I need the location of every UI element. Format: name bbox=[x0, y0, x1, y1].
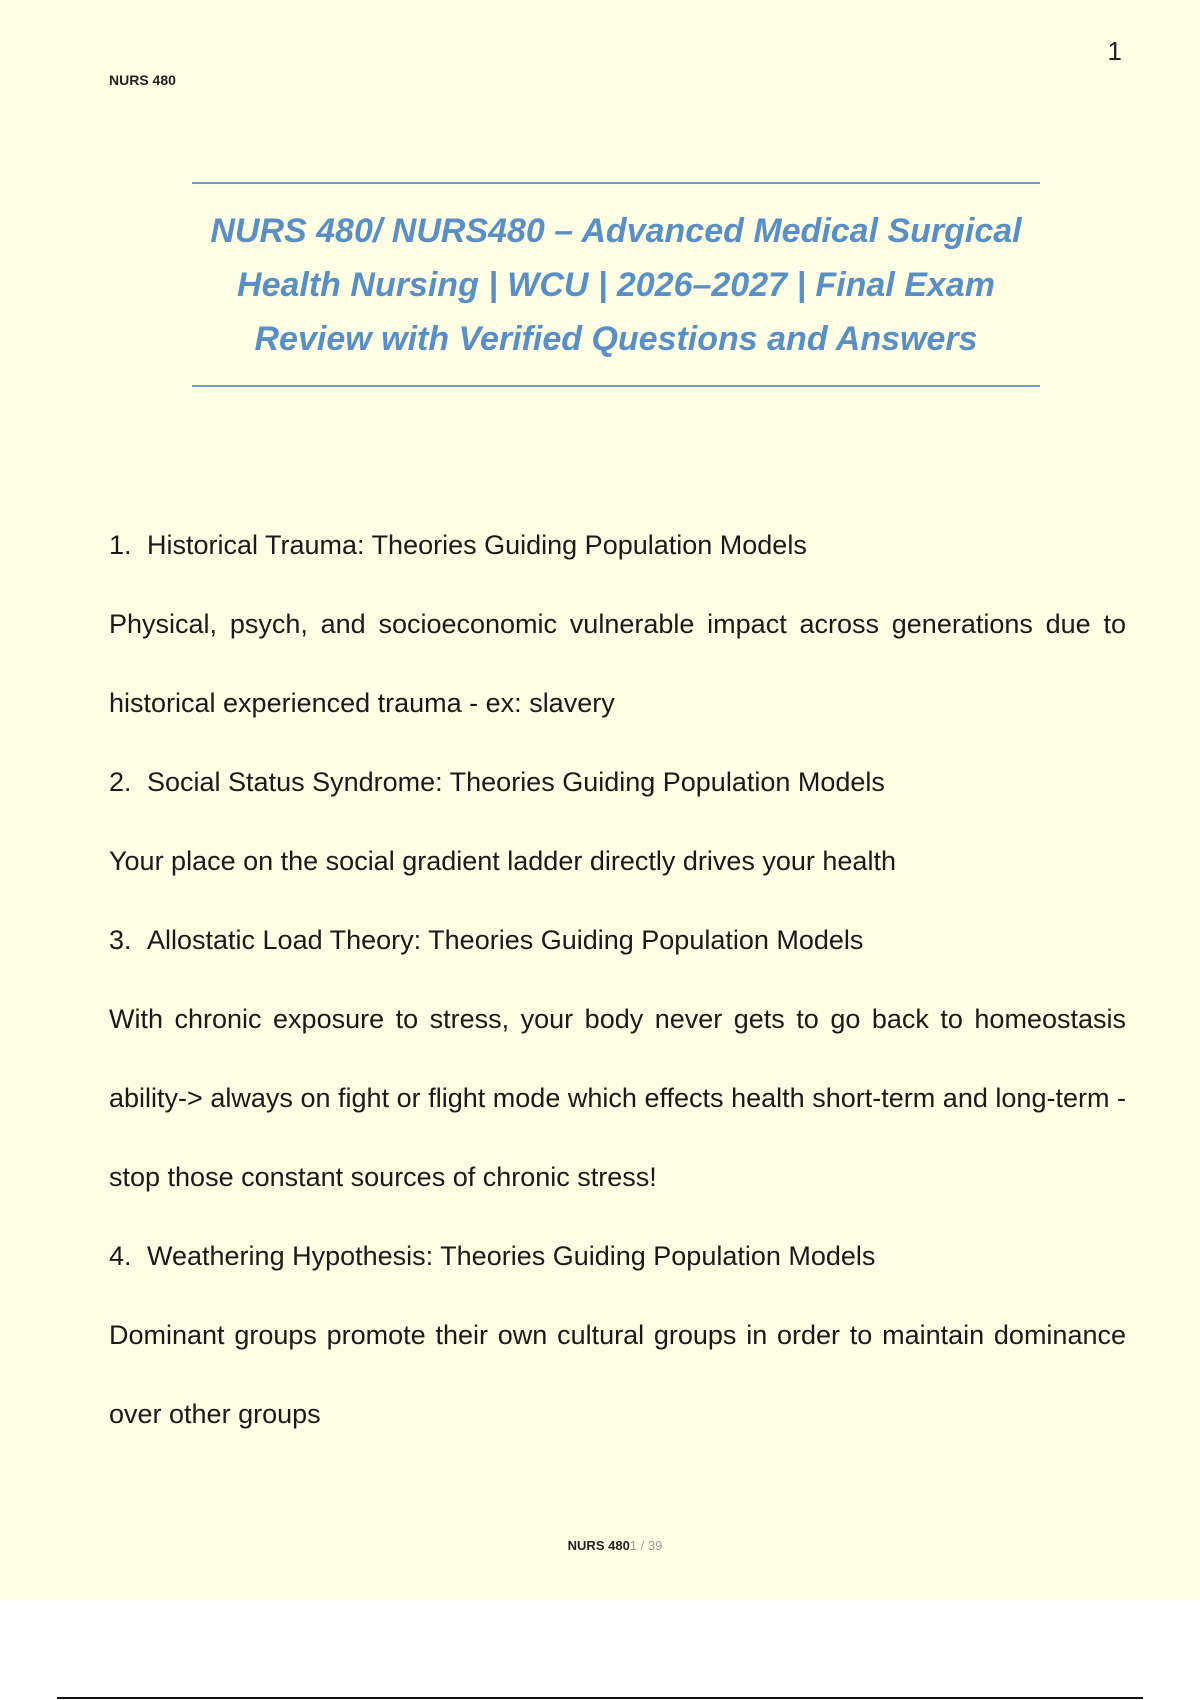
question-number: 3. bbox=[109, 925, 132, 955]
qa-item bbox=[109, 743, 1126, 901]
question-number: 1. bbox=[109, 530, 132, 560]
document-title: NURS 480/ NURS480 – Advanced Medical Surgical Health Nursing | WCU | 2026–2027 | Final Exam Review with Verified Questions and Answers bbox=[210, 211, 1022, 358]
qa-list bbox=[109, 506, 1126, 1454]
question-text bbox=[109, 743, 1126, 822]
question-label: Historical Trauma: Theories Guiding Population Models bbox=[147, 530, 807, 560]
question-label: Social Status Syndrome: Theories Guiding Population Models bbox=[147, 767, 885, 797]
qa-item bbox=[109, 1217, 1126, 1454]
question-text bbox=[109, 506, 1126, 585]
question-text bbox=[109, 1217, 1126, 1296]
question-label: Weathering Hypothesis: Theories Guiding Population Models bbox=[147, 1241, 876, 1271]
answer-text: Your place on the social gradient ladder directly drives your health bbox=[109, 846, 896, 876]
page-number: 1 bbox=[1107, 36, 1122, 66]
footer-page-indicator: 1 / 39 bbox=[629, 1538, 663, 1553]
question-label: Allostatic Load Theory: Theories Guiding Population Models bbox=[147, 925, 864, 955]
footer-label: NURS 480 bbox=[567, 1538, 630, 1553]
title-block bbox=[192, 182, 1040, 387]
question-number: 4. bbox=[109, 1241, 132, 1271]
question-text bbox=[109, 901, 1126, 980]
bottom-divider bbox=[57, 1697, 1143, 1699]
question-number: 2. bbox=[109, 767, 132, 797]
qa-item bbox=[109, 506, 1126, 743]
header-label: NURS 480 bbox=[109, 72, 176, 88]
answer-text: With chronic exposure to stress, your body never gets to go back to homeostasis ability-> always on fight or flight mode which effects health short-term and long-term - stop those constant sources of chronic stress! bbox=[109, 1004, 1126, 1192]
page-footer bbox=[0, 1538, 1200, 1553]
answer-text: Dominant groups promote their own cultural groups in order to maintain dominance over other groups bbox=[109, 1320, 1126, 1429]
answer-text: Physical, psych, and socioeconomic vulnerable impact across generations due to historical experienced trauma - ex: slavery bbox=[109, 609, 1126, 718]
qa-item bbox=[109, 901, 1126, 1217]
